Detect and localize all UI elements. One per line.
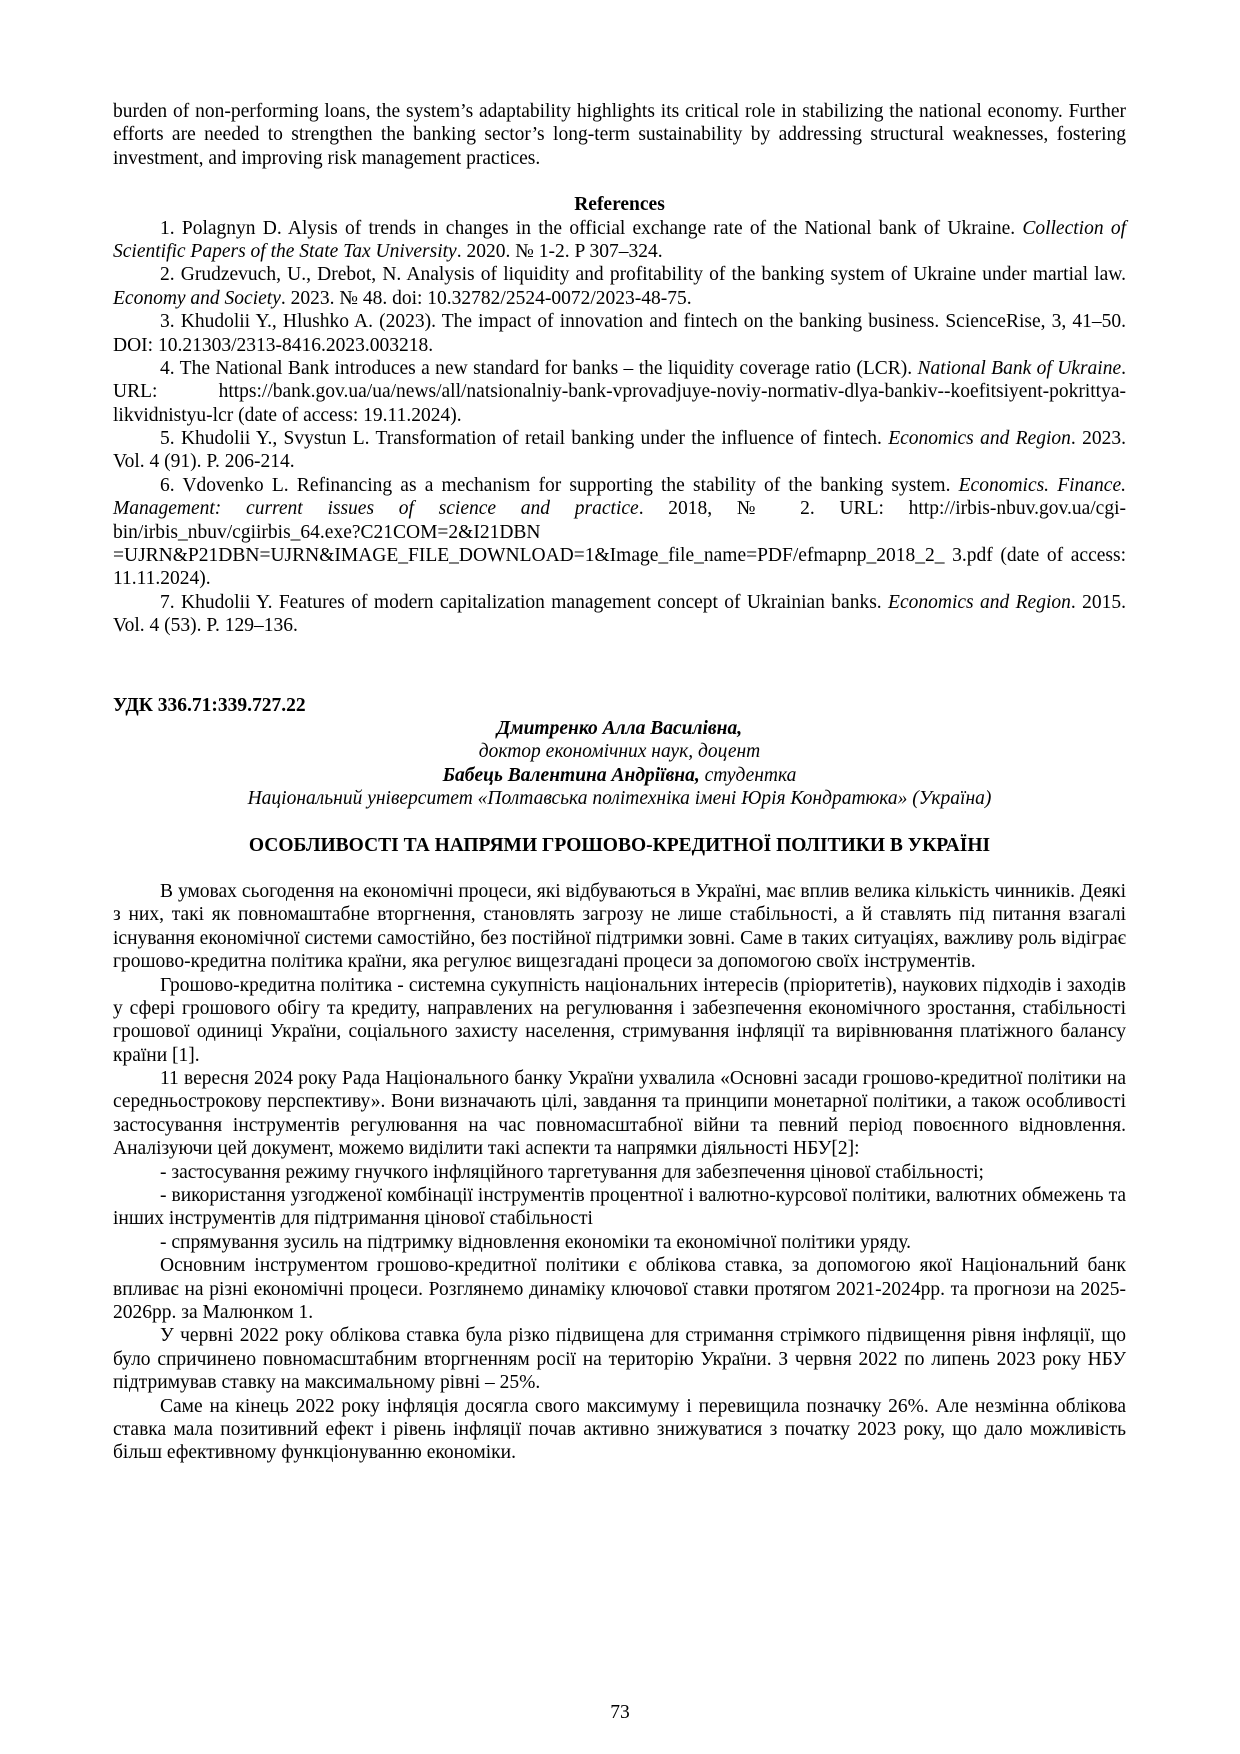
author-role: доктор економічних наук, доцент [478, 741, 761, 763]
reference-source: National Bank of Ukraine [917, 357, 1122, 379]
body-paragraph: Саме на кінець 2022 року інфляція досягла свого максимуму і перевищила позначку 26%. Але незмінна облікова ставка мала позитивний ефект і рівень інфляції почав активно знижуватися з початку 2023 року, що дало можливість більш ефективному функціонуванню економіки. [113, 1395, 1126, 1464]
body-paragraph: Основним інструментом грошово-кредитної політики є облікова ставка, за допомогою якої Національний банк впливає на різні економічні процеси. Розглянемо динаміку ключової ставки протягом 2021-2024рр. та прогнози на 2025-2026рр. за Малюнком 1. [113, 1255, 1126, 1323]
body-paragraph: Грошово-кредитна політика - системна сукупність національних інтересів (пріоритетів), наукових підходів і заходів у сфері грошового обігу та кредиту, направлених на регулювання і забезпечення економічного зростання, стабільності грошової одиниці України, соціального захисту населення, стримування інфляції та вирівнювання платіжного балансу країни [1]. [113, 974, 1126, 1066]
author-name-line [113, 717, 1126, 740]
reference-text: . 2015. Vol. 4 (53). P. 129–136. [113, 591, 1127, 637]
reference-source: Economics and Region [888, 428, 1071, 450]
reference-text: 1. Polagnyn D. Alysis of trends in changes in the official exchange rate of the National bank of Ukraine. [160, 217, 1023, 239]
reference-item-6 [113, 474, 1126, 591]
references-heading: References [574, 194, 665, 216]
reference-item-3 [113, 310, 1126, 357]
reference-text: 7. Khudolii Y. Features of modern capitalization management concept of Ukrainian banks. [160, 591, 889, 613]
reference-item-5 [113, 427, 1126, 474]
body-paragraph: 11 вересня 2024 року Рада Національного банку України ухвалила «Основні засади грошово-кредитної політики на середньострокову перспективу». Вони визначають цілі, завдання та принципи монетарної політики, а також особливості застосування інструментів регулювання на час повномасштабної війни та певний період повоєнного відновлення. Аналізуючи цей документ, можемо виділити такі аспекти та напрямки діяльності НБУ[2]: [113, 1068, 1126, 1160]
affiliation: Національний університет «Полтавська політехніка імені Юрія Кондратюка» (Україна) [247, 788, 992, 810]
reference-item-7 [113, 591, 1126, 638]
reference-source: Economics. Finance. Management: current issues of science and practice [113, 474, 1126, 520]
reference-text: . URL: https://bank.gov.ua/ua/news/all/natsionalniy-bank-vprovadjuye-noviy-normativ-dlya-bankiv--koefitsiyent-pokrittya-likvidnistyu-lcr (date of access: 19.11.2024). [113, 357, 1126, 426]
author-name: Бабець Валентина Андріївна, [442, 764, 700, 786]
reference-text: . 2023. Vol. 4 (91). P. 206-214. [113, 428, 1126, 473]
reference-text: . 2023. № 48. doi: 10.32782/2524-0072/2023-48-75. [280, 287, 692, 309]
reference-source: Economy and Society [113, 287, 281, 309]
author-role-line [113, 740, 1126, 763]
author-name: Дмитренко Алла Василівна, [496, 717, 743, 739]
body-paragraph-bullet: - застосування режиму гнучкого інфляційного таргетування для забезпечення цінової стабільності; [160, 1161, 984, 1183]
reference-source: Collection of Scientific Papers of the State Tax University [113, 217, 1126, 262]
reference-text: 4. The National Bank introduces a new standard for banks – the liquidity coverage ratio (LCR). [160, 357, 918, 379]
reference-text: . 2018, № 2. URL: http://irbis-nbuv.gov.ua/cgi-bin/irbis_nbuv/cgiirbis_64.exe?C21COM=2&I21DBN =UJRN&P21DBN=UJRN&IMAGE_FILE_DOWNLOAD=1&Image_file_name=PDF/efmapnp_2018_2_ 3.pdf (date of access: 11.11.2024). [113, 498, 1126, 590]
reference-text: 2. Grudzevuch, U., Drebot, N. Analysis of liquidity and profitability of the banking system of Ukraine under martial law. [160, 264, 1126, 286]
affiliation-line [113, 787, 1126, 810]
reference-text: . 2020. № 1-2. P 307–324. [456, 240, 663, 262]
author-role: студентка [704, 764, 797, 786]
udc-code: УДК 336.71:339.727.22 [113, 694, 306, 716]
reference-text: 6. Vdovenko L. Refinancing as a mechanism for supporting the stability of the banking system. [160, 474, 959, 496]
reference-text: 5. Khudolii Y., Svystun L. Transformation of retail banking under the influence of fintech. [160, 428, 889, 450]
reference-source: Economics and Region [888, 591, 1071, 613]
reference-item-4 [113, 357, 1126, 427]
reference-item-1 [113, 217, 1126, 264]
article-title: ОСОБЛИВОСТІ ТА НАПРЯМИ ГРОШОВО-КРЕДИТНОЇ ПОЛІТИКИ В УКРАЇНІ [248, 834, 991, 856]
page-number: 73 [610, 1701, 630, 1723]
body-paragraph-bullet: - спрямування зусиль на підтримку відновлення економіки та економічної політики уряду. [160, 1231, 912, 1253]
reference-text: 3. Khudolii Y., Hlushko A. (2023). The impact of innovation and fintech on the banking business. ScienceRise, 3, 41–50. DOI: 10.21303/2313-8416.2023.003218. [113, 311, 1126, 356]
author-name-line [113, 764, 1126, 787]
body-paragraph: В умовах сьогодення на економічні процеси, які відбуваються в Україні, має вплив велика кількість чинників. Деякі з них, такі як повномаштабне вторгнення, становлять загрозу не лише стабільності, а й ставлять під питання взагалі існування економічної системи самостійно, без постійної підтримки зовні. Саме в таких ситуаціях, важливу роль відіграє грошово-кредитна політика країни, яка регулює вищезгадані процеси за допомогою своїх інструментів. [113, 880, 1126, 973]
lead-paragraph: burden of non-performing loans, the system’s adaptability highlights its critical role in stabilizing the national economy. Further efforts are needed to strengthen the banking sector’s long-term sustainability by addressing structural weaknesses, fostering investment, and improving risk management practices. [113, 101, 1126, 169]
author-block [113, 717, 1126, 811]
body-paragraph: У червні 2022 року облікова ставка була різко підвищена для стримання стрімкого підвищення рівня інфляції, що було спричинено повномасштабним вторгненням росії на територію України. З червня 2022 по липень 2023 року НБУ підтримував ставку на максимальному рівні – 25%. [113, 1325, 1126, 1394]
body-paragraph-bullet: - використання узгодженої комбінації інструментів процентної і валютно-курсової політики, валютних обмежень та інших інструментів для підтримання цінової стабільності [113, 1185, 1126, 1230]
reference-item-2 [113, 263, 1126, 310]
